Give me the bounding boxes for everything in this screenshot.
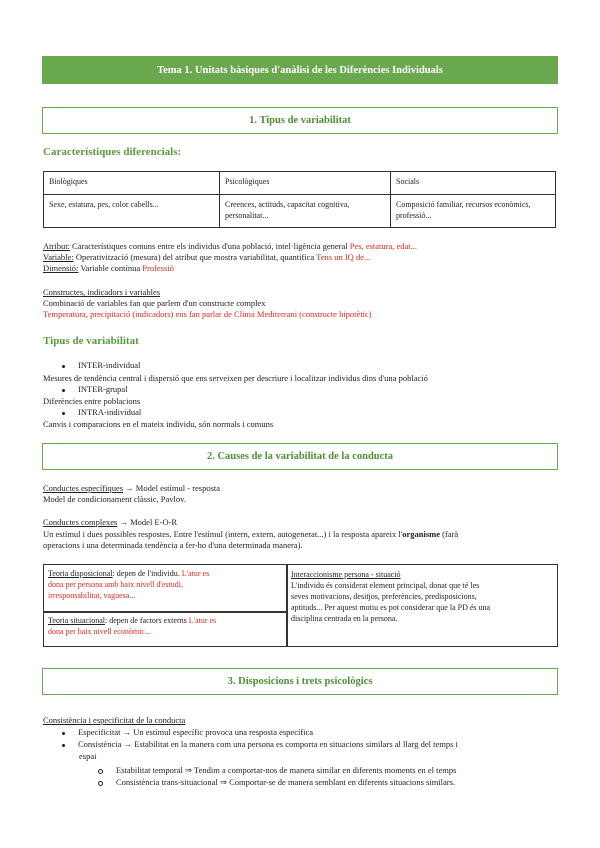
variability-types-title: Tipus de variabilitat [43, 335, 139, 347]
situational-theory: Teoria situacional: depen de factors externs L'atur es dona per baix nivell econòmic... [48, 616, 217, 636]
dimensio-label: Dimensió: [43, 263, 79, 273]
variable-label: Variable: [43, 252, 74, 262]
topic-banner: Tema 1. Unitats bàsiques d'anàlisi de les Diferències Individuals [42, 56, 558, 84]
constructes-example: Temperatura, precipitació (indicadors) ens fan parlar de Clima Mediterrani (constructe hipotètic) [43, 309, 372, 319]
table-row [44, 195, 556, 228]
intra-individual-desc: Canvis i comparacions en el mateix individu, són normals i comuns [43, 419, 274, 429]
list-item: Especificitat → Un estímul específic provoca una resposta específica [62, 727, 313, 738]
atribut-definition [43, 241, 417, 252]
table-cell: Composició familiar, recursos econòmics, professió... [391, 195, 556, 228]
table-header: Psicològiques [220, 172, 391, 195]
consistency-title: Consistència i especificitat de la conducta [43, 715, 186, 725]
bullet-icon [62, 365, 65, 368]
atribut-example: Pes, estatura, edat... [349, 241, 418, 251]
atribut-text: Característiques comuns entre els individus d'una població, intel·ligència general [69, 241, 350, 251]
table-header: Biològiques [44, 172, 220, 195]
section-1-header: 1. Tipus de variabilitat [42, 107, 558, 134]
circle-bullet-icon [98, 769, 103, 774]
list-item: Estabilitat temporal ⇒ Tendim a comportar-nos de manera similar en diferents moments en el temps [98, 765, 456, 776]
list-item: INTER-individual [62, 360, 140, 371]
section-2-header: 2. Causes de la variabilitat de la conducta [42, 443, 558, 470]
list-item: Consistència trans-situacional ⇒ Comportar-se de manera semblant en diferents situacions similars. [98, 777, 455, 788]
table-header-row [44, 172, 556, 195]
variable-text: Operativització (mesura) del atribut que mostra variabilitat, quantifica [73, 252, 317, 262]
table-header: Socials [391, 172, 556, 195]
constructes-text: Combinació de variables fan que parlem d'un constructe complex [43, 298, 266, 308]
dimensio-example: Professió [142, 263, 174, 273]
circle-bullet-icon [98, 781, 103, 786]
bullet-icon [62, 744, 65, 747]
constructes-title: Constructes, indicadors i variables [43, 287, 161, 297]
variable-definition [43, 252, 370, 263]
variable-example: Tens un IQ de... [316, 252, 371, 262]
complex-conducts-line2: operacions i una determinada tendència a fer-ho d'una determinada manera). [43, 540, 303, 550]
table-cell: Sexe, estatura, pes, color cabells... [44, 195, 220, 228]
specific-conducts-model: Model de condicionament clàssic, Pavlov. [43, 494, 186, 504]
dispositional-theory: Teoria disposicional: depen de l'individu. L'atur es dona per persona amb baix nivell d'estudi, irresponsabilitat, vaguesa... [48, 569, 210, 600]
complex-conducts-line1: Un estímul i dues possibles respostes. Entre l'estímul (intern, extern, autogenerat...) i la resposta apareix l'organisme (farà [43, 529, 459, 539]
specific-conducts: Conductes específiques → Model estímul - resposta [43, 483, 221, 493]
bullet-icon [62, 412, 65, 415]
characteristics-title: Característiques diferencials: [43, 146, 182, 158]
list-item: INTER-grupal [62, 384, 128, 395]
complex-conducts: Conductes complexes → Model E-O-R [43, 517, 178, 527]
table-cell: Creences, actituds, capacitat cognitiva, personalitat... [220, 195, 391, 228]
bullet-icon [62, 389, 65, 392]
atribut-label: Atribut: [43, 241, 70, 251]
bullet-icon [62, 732, 65, 735]
interactionism-text: Interaccionisme persona - situació L'individu és considerat element principal, donat que té les seves motivacions, desitjos, preferències, predisposicions, aptituds... Per aquest motiu es pot considerar que la PD és una disciplina centrada en la persona. [291, 570, 491, 623]
consistency-continuation: espai [79, 751, 97, 761]
section-3-header: 3. Disposicions i trets psicològics [42, 668, 558, 695]
inter-grupal-desc: Diferències entre poblacions [43, 396, 141, 406]
dimensio-text: Variable contínua [78, 263, 143, 273]
list-item: Consistència → Estabilitat en la manera com una persona es comporta en situacions similars al llarg del temps i [62, 739, 458, 750]
dimensio-definition [43, 263, 174, 274]
inter-individual-desc: Mesures de tendència central i dispersió que ens serveixen per descriure i localitzar individus dins d'una població [43, 373, 428, 383]
characteristics-table [43, 171, 556, 228]
list-item: INTRA-individual [62, 407, 141, 418]
